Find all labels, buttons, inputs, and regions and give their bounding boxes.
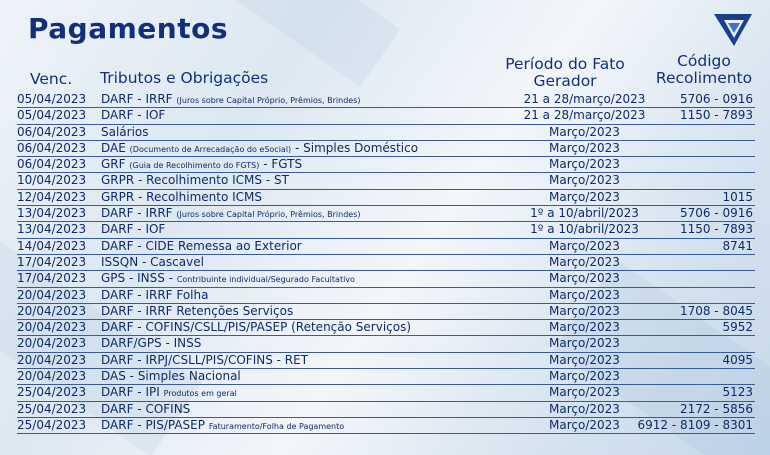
header-codigo <box>650 53 758 87</box>
period-cell: 1º a 10/abril/2023 <box>530 206 639 221</box>
period-cell: Março/2023 <box>549 385 620 400</box>
period-cell: 21 a 28/março/2023 <box>523 108 646 123</box>
tax-obligation-cell <box>101 320 521 336</box>
tax-name: DARF - IOF <box>101 108 166 123</box>
table-row <box>17 108 755 124</box>
tax-name: DARF - IRRF Retenções Serviços <box>101 303 294 318</box>
period-cell: Março/2023 <box>549 336 620 351</box>
company-logo-icon <box>712 12 754 48</box>
code-cell: 5706 - 0916 <box>679 92 753 106</box>
period-cell: 21 a 28/março/2023 <box>523 92 646 106</box>
table-row <box>17 402 755 418</box>
tax-note: Produtos em geral <box>163 389 237 399</box>
tax-note: (Documento de Arrecadação do eSocial) <box>129 144 292 154</box>
code-cell: 1708 - 8045 <box>679 303 753 318</box>
due-date-cell: 05/04/2023 <box>17 92 87 106</box>
tax-name: DARF - IRRF <box>101 92 173 106</box>
tax-obligation-cell <box>101 125 521 141</box>
period-cell: Março/2023 <box>549 189 620 204</box>
due-date-cell: 20/04/2023 <box>17 287 87 302</box>
due-date-cell: 10/04/2023 <box>17 173 87 188</box>
due-date-cell: 13/04/2023 <box>17 206 87 221</box>
tax-name: GPS - INSS - <box>101 271 177 286</box>
period-cell: Março/2023 <box>549 369 620 384</box>
tax-note: (Guia de Recolhimento do FGTS) <box>129 161 260 171</box>
tax-name: GRPR - Recolhimento ICMS - ST <box>101 173 289 188</box>
tax-name: DARF - IRRF <box>101 206 173 221</box>
tax-suffix: - Simples Doméstico <box>291 140 419 155</box>
code-cell: 6912 - 8109 - 8301 <box>637 417 753 432</box>
tax-name: DARF - COFINS <box>101 401 191 416</box>
code-cell: 5706 - 0916 <box>679 206 753 221</box>
tax-obligation-cell <box>101 418 521 435</box>
table-row <box>17 288 755 304</box>
due-date-cell: 06/04/2023 <box>17 140 87 155</box>
table-row <box>17 222 755 238</box>
due-date-cell: 14/04/2023 <box>17 238 87 253</box>
table-row <box>17 255 755 271</box>
table-row <box>17 369 755 385</box>
tax-name: DARF - PIS/PASEP <box>101 417 209 432</box>
tax-name: DAE <box>101 140 126 155</box>
tax-obligation-cell <box>101 157 521 174</box>
period-cell: Março/2023 <box>549 401 620 416</box>
payments-table <box>17 92 755 434</box>
due-date-cell: 05/04/2023 <box>17 108 87 123</box>
tax-obligation-cell <box>101 222 521 238</box>
tax-obligation-cell <box>101 353 521 369</box>
tax-name: DARF - IPI <box>101 385 164 400</box>
tax-obligation-cell <box>101 369 521 385</box>
header-codigo-line1: Código <box>677 52 731 70</box>
tax-obligation-cell <box>101 206 521 223</box>
period-cell: Março/2023 <box>549 124 620 139</box>
due-date-cell: 25/04/2023 <box>17 401 87 416</box>
period-cell: Março/2023 <box>549 320 620 335</box>
header-periodo-line2: Gerador <box>533 72 597 90</box>
tax-obligation-cell <box>101 190 521 206</box>
due-date-cell: 20/04/2023 <box>17 352 87 367</box>
code-cell: 1015 <box>722 189 753 204</box>
period-cell: Março/2023 <box>549 140 620 155</box>
table-row <box>17 271 755 287</box>
code-cell: 5123 <box>722 385 753 400</box>
tax-name: DARF - COFINS/CSLL/PIS/PASEP (Retenção Serviços) <box>101 320 412 335</box>
table-row <box>17 336 755 352</box>
period-cell: Março/2023 <box>549 352 620 367</box>
code-cell: 8741 <box>722 238 753 253</box>
tax-note: Faturamento/Folha de Pagamento <box>208 421 345 431</box>
code-cell: 2172 - 5856 <box>679 401 753 416</box>
header-periodo-line1: Período do Fato <box>505 55 625 73</box>
period-cell: 1º a 10/abril/2023 <box>530 222 639 237</box>
tax-obligation-cell <box>101 402 521 418</box>
tax-obligation-cell <box>101 141 521 158</box>
tax-obligation-cell <box>101 385 521 402</box>
code-cell: 5952 <box>722 320 753 335</box>
due-date-cell: 17/04/2023 <box>17 254 87 269</box>
tax-name: GRF <box>101 157 126 172</box>
period-cell: Março/2023 <box>549 287 620 302</box>
tax-name: DARF - CIDE Remessa ao Exterior <box>101 238 302 253</box>
table-row <box>17 320 755 336</box>
tax-obligation-cell <box>101 255 521 271</box>
tax-name: DARF - IOF <box>101 222 166 237</box>
tax-obligation-cell <box>101 336 521 352</box>
period-cell: Março/2023 <box>549 157 620 172</box>
period-cell: Março/2023 <box>549 303 620 318</box>
due-date-cell: 06/04/2023 <box>17 124 87 139</box>
due-date-cell: 20/04/2023 <box>17 303 87 318</box>
header-codigo-line2: Recolimento <box>655 69 753 87</box>
tax-name: DARF/GPS - INSS <box>101 336 202 351</box>
table-row <box>17 353 755 369</box>
code-cell: 1150 - 7893 <box>679 222 753 237</box>
tax-note: (Juros sobre Capital Próprio, Prêmios, Brindes) <box>176 96 361 105</box>
tax-note: (Juros sobre Capital Próprio, Prêmios, Brindes) <box>176 210 361 220</box>
table-row <box>17 385 755 401</box>
due-date-cell: 13/04/2023 <box>17 222 87 237</box>
tax-note: Contribuinte individual/Segurado Facultativo <box>176 275 355 285</box>
period-cell: Março/2023 <box>549 238 620 253</box>
tax-obligation-cell <box>101 271 521 288</box>
due-date-cell: 20/04/2023 <box>17 336 87 351</box>
table-row <box>17 190 755 206</box>
period-cell: Março/2023 <box>549 173 620 188</box>
due-date-cell: 17/04/2023 <box>17 271 87 286</box>
table-row <box>17 304 755 320</box>
due-date-cell: 06/04/2023 <box>17 157 87 172</box>
code-cell: 4095 <box>722 352 753 367</box>
tax-name: GRPR - Recolhimento ICMS <box>101 189 262 204</box>
tax-name: DARF - IRPJ/CSLL/PIS/COFINS - RET <box>101 352 309 367</box>
table-row <box>17 92 755 108</box>
due-date-cell: 12/04/2023 <box>17 189 87 204</box>
table-row <box>17 157 755 173</box>
header-vencimento: Venc. <box>30 70 73 88</box>
tax-obligation-cell <box>101 239 521 255</box>
header-tributos: Tributos e Obrigações <box>100 69 269 87</box>
period-cell: Março/2023 <box>549 271 620 286</box>
due-date-cell: 20/04/2023 <box>17 320 87 335</box>
header-periodo <box>497 56 633 90</box>
table-row <box>17 418 755 434</box>
due-date-cell: 25/04/2023 <box>17 385 87 400</box>
page-title: Pagamentos <box>28 12 228 45</box>
code-cell: 1150 - 7893 <box>679 108 753 123</box>
tax-obligation-cell <box>101 108 521 124</box>
table-row <box>17 125 755 141</box>
tax-suffix: - FGTS <box>259 157 303 172</box>
due-date-cell: 20/04/2023 <box>17 369 87 384</box>
tax-obligation-cell <box>101 173 521 189</box>
tax-name: DAS - Simples Nacional <box>101 369 241 384</box>
due-date-cell: 25/04/2023 <box>17 417 87 432</box>
table-row <box>17 173 755 189</box>
table-row <box>17 141 755 157</box>
tax-obligation-cell <box>101 92 521 109</box>
tax-obligation-cell <box>101 288 521 304</box>
table-row <box>17 206 755 222</box>
tax-name: DARF - IRRF Folha <box>101 287 209 302</box>
period-cell: Março/2023 <box>549 417 620 432</box>
tax-obligation-cell <box>101 304 521 320</box>
table-row <box>17 239 755 255</box>
tax-name: ISSQN - Cascavel <box>101 254 204 269</box>
period-cell: Março/2023 <box>549 254 620 269</box>
tax-name: Salários <box>101 124 149 139</box>
